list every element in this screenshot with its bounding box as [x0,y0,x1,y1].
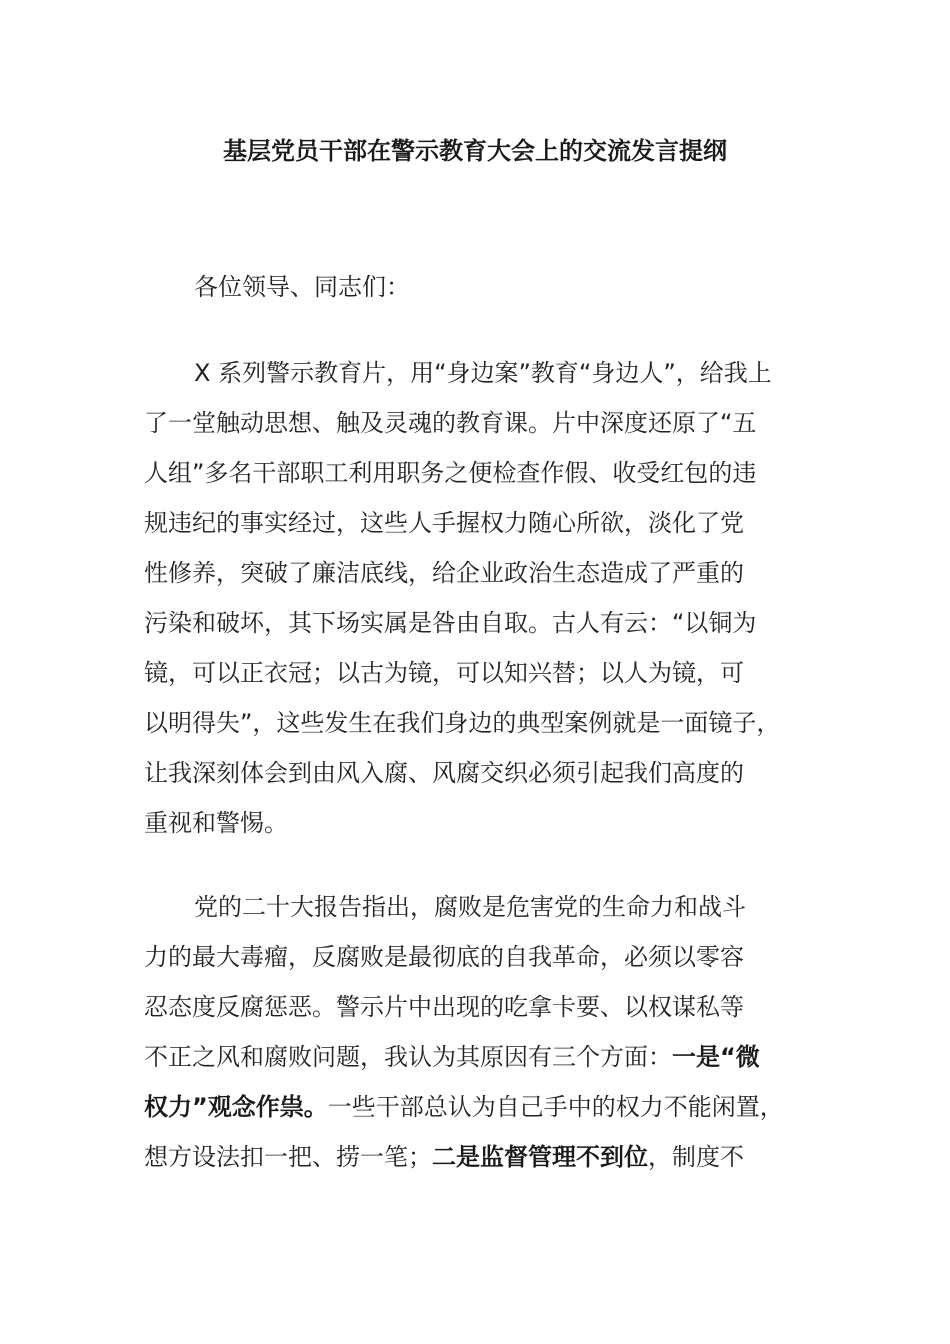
paragraph-2-text: 不正之风和腐败问题，我认为其原因有三个方面： [144,1043,672,1071]
paragraph-1-line: 了一堂触动思想、触及灵魂的教育课。片中深度还原了“五 [144,409,757,437]
salutation-text: 各位领导、同志们： [194,273,410,301]
paragraph-1 [144,348,809,848]
emphasis-point-one-cont: 权力”观念作祟。 [144,1093,328,1121]
paragraph-1-line: 规违纪的事实经过，这些人手握权力随心所欲，淡化了党 [144,509,744,537]
paragraph-1-line: 污染和破坏，其下场实属是咎由自取。古人有云：“以铜为 [144,609,757,637]
paragraph-1-line: 以明得失”，这些发生在我们身边的典型案例就是一面镜子， [144,709,781,737]
document-title: 基层党员干部在警示教育大会上的交流发言提纲 [223,137,727,165]
paragraph-1-line: 重视和警惕。 [144,809,288,837]
salutation [144,262,809,312]
paragraph-2 [144,882,809,1182]
emphasis-point-two: 二是监督管理不到位 [432,1143,648,1171]
emphasis-point-one: 一是“微 [672,1043,760,1071]
paragraph-2-line: 忍态度反腐惩恶。警示片中出现的吃拿卡要、以权谋私等 [144,993,744,1021]
paragraph-2-line: 党的二十大报告指出，腐败是危害党的生命力和战斗 [194,893,746,921]
paragraph-2-text: 一些干部总认为自己手中的权力不能闲置， [327,1093,784,1121]
paragraph-2-text: 想方设法扣一把、捞一笔； [144,1143,432,1171]
paragraph-1-line: 让我深刻体会到由风入腐、风腐交织必须引起我们高度的 [144,759,744,787]
paragraph-1-line: 镜，可以正衣冠；以古为镜，可以知兴替；以人为镜，可 [144,659,744,687]
paragraph-1-line: 人组”多名干部职工利用职务之便检查作假、收受红包的违 [144,459,757,487]
paragraph-2-text: ，制度不 [648,1143,744,1171]
paragraph-1-line: 性修养，突破了廉洁底线，给企业政治生态造成了严重的 [144,559,744,587]
paragraph-2-line [144,1132,809,1182]
paragraph-2-line [144,1082,809,1132]
paragraph-1-line: X 系列警示教育片，用“身边案”教育“身边人”，给我上 [194,359,772,387]
paragraph-2-line [144,1032,809,1082]
paragraph-2-line: 力的最大毒瘤，反腐败是最彻底的自我革命，必须以零容 [144,943,744,971]
